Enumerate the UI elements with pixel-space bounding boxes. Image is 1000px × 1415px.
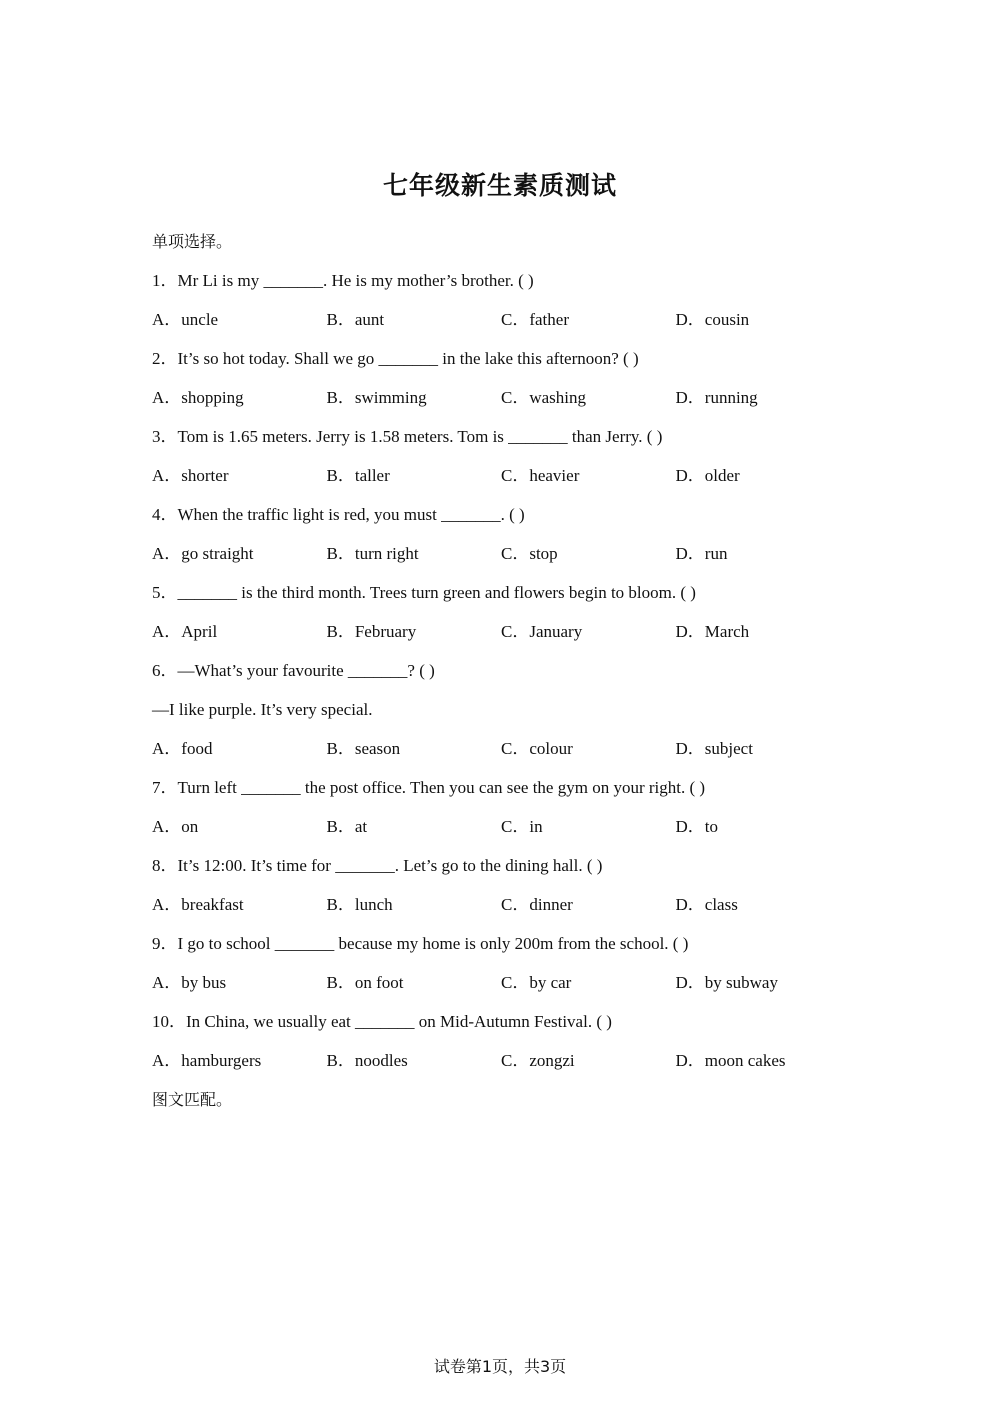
- option-text: by bus: [181, 973, 227, 992]
- answer-option: [676, 300, 851, 339]
- question-number: 6．: [152, 661, 178, 680]
- answer-option: [152, 456, 327, 495]
- question-stem: [152, 651, 852, 690]
- option-text: subject: [704, 739, 753, 758]
- option-text: dinner: [529, 895, 573, 914]
- answer-option: [676, 885, 851, 924]
- option-letter: C．: [501, 310, 530, 329]
- option-text: by car: [529, 973, 572, 992]
- option-text: on foot: [354, 973, 404, 992]
- option-row: [152, 612, 852, 651]
- option-text: zongzi: [529, 1051, 575, 1070]
- option-text: uncle: [181, 310, 219, 329]
- option-text: older: [704, 466, 740, 485]
- answer-option: [152, 612, 327, 651]
- question-number: 8．: [152, 856, 178, 875]
- option-letter: B．: [326, 1051, 355, 1070]
- option-letter: D．: [675, 466, 705, 485]
- answer-option: [327, 300, 502, 339]
- question-text: Mr Li is my _______. He is my mother’s brother. ( ): [177, 271, 534, 290]
- option-letter: C．: [501, 1051, 530, 1070]
- answer-option: [152, 300, 327, 339]
- option-letter: A．: [152, 544, 182, 563]
- answer-option: [676, 807, 851, 846]
- option-row: [152, 1041, 852, 1080]
- page-footer: 试卷第1页，共3页: [433, 1357, 567, 1376]
- option-row: [152, 534, 852, 573]
- section-heading-single-choice: 单项选择。: [152, 232, 233, 251]
- option-letter: D．: [675, 388, 705, 407]
- answer-option: [676, 963, 851, 1002]
- option-letter: A．: [152, 895, 182, 914]
- answer-option: [152, 885, 327, 924]
- option-text: noodles: [354, 1051, 408, 1070]
- option-letter: C．: [501, 388, 530, 407]
- question-number: 9．: [152, 934, 178, 953]
- option-letter: B．: [326, 466, 355, 485]
- option-text: hamburgers: [181, 1051, 262, 1070]
- option-letter: B．: [326, 310, 355, 329]
- question-stem: [152, 573, 852, 612]
- option-letter: A．: [152, 310, 182, 329]
- option-text: April: [181, 622, 218, 641]
- question-number: 4．: [152, 505, 178, 524]
- option-letter: A．: [152, 739, 182, 758]
- option-letter: A．: [152, 622, 182, 641]
- answer-option: [676, 534, 851, 573]
- question-number: 2．: [152, 349, 178, 368]
- answer-option: [676, 729, 851, 768]
- question-number: 5．: [152, 583, 178, 602]
- question-stem: [152, 261, 852, 300]
- option-text: food: [181, 739, 213, 758]
- answer-option: [152, 378, 327, 417]
- answer-option: [327, 378, 502, 417]
- option-text: heavier: [529, 466, 580, 485]
- answer-option: [327, 729, 502, 768]
- answer-option: [676, 612, 851, 651]
- question-number: 3．: [152, 427, 178, 446]
- option-text: breakfast: [181, 895, 244, 914]
- option-text: stop: [529, 544, 558, 563]
- option-letter: C．: [501, 544, 530, 563]
- question-number: 10．: [152, 1012, 186, 1031]
- answer-option: [501, 378, 676, 417]
- option-text: shopping: [181, 388, 244, 407]
- option-letter: B．: [326, 622, 355, 641]
- option-text: in: [529, 817, 543, 836]
- answer-option: [327, 1041, 502, 1080]
- option-letter: B．: [326, 817, 355, 836]
- answer-option: [676, 1041, 851, 1080]
- option-text: moon cakes: [704, 1051, 786, 1070]
- option-letter: B．: [326, 739, 355, 758]
- answer-option: [501, 1041, 676, 1080]
- answer-option: [501, 300, 676, 339]
- question-stem: [152, 495, 852, 534]
- option-text: by subway: [704, 973, 778, 992]
- question-text: I go to school _______ because my home is only 200m from the school. ( ): [177, 934, 689, 953]
- answer-option: [501, 456, 676, 495]
- section-heading-matching: 图文匹配。: [152, 1090, 233, 1109]
- question-number: 1．: [152, 271, 178, 290]
- option-row: [152, 807, 852, 846]
- option-letter: A．: [152, 388, 182, 407]
- option-text: aunt: [354, 310, 385, 329]
- option-text: class: [704, 895, 738, 914]
- answer-option: [327, 612, 502, 651]
- question-text: When the traffic light is red, you must _______. ( ): [177, 505, 525, 524]
- answer-option: [152, 963, 327, 1002]
- option-text: at: [354, 817, 368, 836]
- option-letter: A．: [152, 817, 182, 836]
- option-letter: B．: [326, 973, 355, 992]
- answer-option: [152, 1041, 327, 1080]
- answer-option: [327, 807, 502, 846]
- option-row: [152, 963, 852, 1002]
- question-stem: [152, 417, 852, 456]
- option-row: [152, 300, 852, 339]
- option-text: March: [704, 622, 750, 641]
- option-letter: B．: [326, 895, 355, 914]
- question-text: It’s 12:00. It’s time for _______. Let’s go to the dining hall. ( ): [177, 856, 603, 875]
- option-text: season: [354, 739, 401, 758]
- option-text: run: [704, 544, 728, 563]
- answer-option: [501, 729, 676, 768]
- option-letter: C．: [501, 817, 530, 836]
- question-text: _______ is the third month. Trees turn green and flowers begin to bloom. ( ): [177, 583, 696, 602]
- option-text: running: [704, 388, 758, 407]
- answer-option: [501, 807, 676, 846]
- question-stem: [152, 768, 852, 807]
- question-stem: [152, 339, 852, 378]
- answer-option: [327, 963, 502, 1002]
- answer-option: [501, 612, 676, 651]
- exam-content: [152, 222, 852, 1119]
- option-letter: D．: [675, 817, 705, 836]
- option-letter: C．: [501, 739, 530, 758]
- answer-option: [327, 456, 502, 495]
- option-text: swimming: [354, 388, 427, 407]
- answer-option: [676, 456, 851, 495]
- option-text: lunch: [354, 895, 393, 914]
- option-text: to: [704, 817, 719, 836]
- question-text: Turn left _______ the post office. Then you can see the gym on your right. ( ): [177, 778, 706, 797]
- option-text: turn right: [354, 544, 419, 563]
- question-stem: [152, 924, 852, 963]
- option-text: taller: [354, 466, 390, 485]
- option-text: February: [354, 622, 417, 641]
- option-letter: D．: [675, 544, 705, 563]
- option-letter: A．: [152, 466, 182, 485]
- answer-option: [676, 378, 851, 417]
- option-text: father: [529, 310, 569, 329]
- question-text: It’s so hot today. Shall we go _______ in the lake this afternoon? ( ): [177, 349, 639, 368]
- question-list: [152, 261, 852, 1080]
- answer-option: [327, 534, 502, 573]
- question-stem: [152, 846, 852, 885]
- option-row: [152, 885, 852, 924]
- option-text: on: [181, 817, 199, 836]
- answer-option: [152, 534, 327, 573]
- option-row: [152, 729, 852, 768]
- answer-option: [152, 729, 327, 768]
- option-letter: D．: [675, 1051, 705, 1070]
- answer-option: [152, 807, 327, 846]
- question-text: In China, we usually eat _______ on Mid-Autumn Festival. ( ): [186, 1012, 612, 1031]
- option-text: cousin: [704, 310, 750, 329]
- answer-option: [327, 885, 502, 924]
- option-text: shorter: [181, 466, 229, 485]
- question-reply: —I like purple. It’s very special.: [152, 700, 373, 719]
- option-letter: D．: [675, 895, 705, 914]
- question-stem: [152, 1002, 852, 1041]
- question-text: Tom is 1.65 meters. Jerry is 1.58 meters. Tom is _______ than Jerry. ( ): [177, 427, 663, 446]
- option-letter: A．: [152, 1051, 182, 1070]
- option-letter: D．: [675, 310, 705, 329]
- option-letter: D．: [675, 739, 705, 758]
- answer-option: [501, 885, 676, 924]
- option-letter: C．: [501, 466, 530, 485]
- option-letter: A．: [152, 973, 182, 992]
- option-letter: D．: [675, 622, 705, 641]
- question-text: —What’s your favourite _______? ( ): [177, 661, 435, 680]
- answer-option: [501, 534, 676, 573]
- option-text: go straight: [181, 544, 254, 563]
- question-number: 7．: [152, 778, 178, 797]
- option-row: [152, 378, 852, 417]
- option-row: [152, 456, 852, 495]
- option-letter: D．: [675, 973, 705, 992]
- option-letter: B．: [326, 388, 355, 407]
- option-letter: B．: [326, 544, 355, 563]
- option-letter: C．: [501, 895, 530, 914]
- option-text: colour: [529, 739, 573, 758]
- page-title: 七年级新生素质测试: [382, 171, 617, 200]
- answer-option: [501, 963, 676, 1002]
- option-letter: C．: [501, 622, 530, 641]
- option-letter: C．: [501, 973, 530, 992]
- option-text: washing: [529, 388, 587, 407]
- option-text: January: [529, 622, 583, 641]
